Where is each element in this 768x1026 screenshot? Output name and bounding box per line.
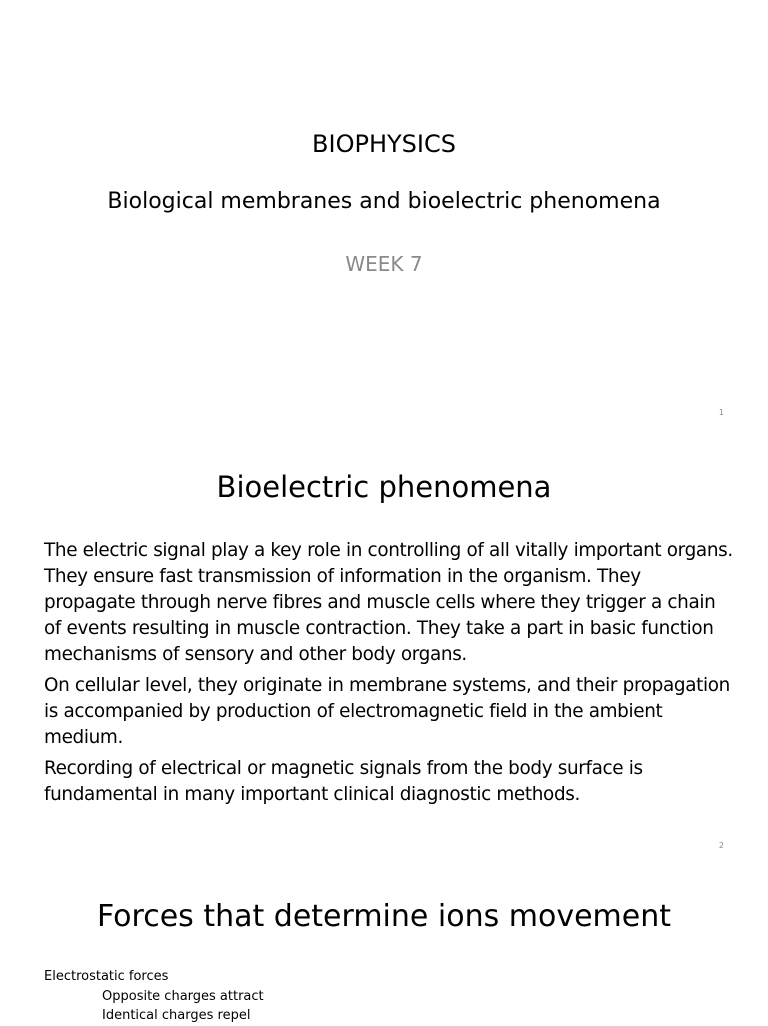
list-item: Opposite charges attract <box>102 988 264 1004</box>
week-label: WEEK 7 <box>345 252 423 276</box>
slide-number: 2 <box>718 841 724 850</box>
slide-heading: Forces that determine ions movement <box>97 899 671 934</box>
bioelectric-slide <box>0 432 768 864</box>
slide-number: 1 <box>718 408 724 417</box>
slide-heading: Bioelectric phenomena <box>216 470 552 504</box>
list-item: Electrostatic forces <box>44 969 169 984</box>
slide-title: BIOPHYSICS <box>312 130 456 158</box>
slide-subtitle: Biological membranes and bioelectric phenomena <box>107 189 661 214</box>
title-slide <box>0 0 768 432</box>
forces-list <box>44 967 734 1026</box>
paragraph: The electric signal play a key role in controlling of all vitally important organs. They ensure fast transmission of information in the organism. They propagate through nerve fibres and muscle cells where they trigger a chain of events resulting in muscle contraction. They take a part in basic function mechanisms of sensory and other body organs. <box>44 540 733 665</box>
forces-slide <box>0 864 768 1024</box>
paragraph: On cellular level, they originate in membrane systems, and their propagation is accompanied by production of electromagnetic field in the ambient medium. <box>44 675 730 748</box>
list-item: Identical charges repel <box>102 1008 251 1023</box>
paragraph: Recording of electrical or magnetic signals from the body surface is fundamental in many important clinical diagnostic methods. <box>44 758 643 805</box>
slide-body <box>44 538 734 813</box>
